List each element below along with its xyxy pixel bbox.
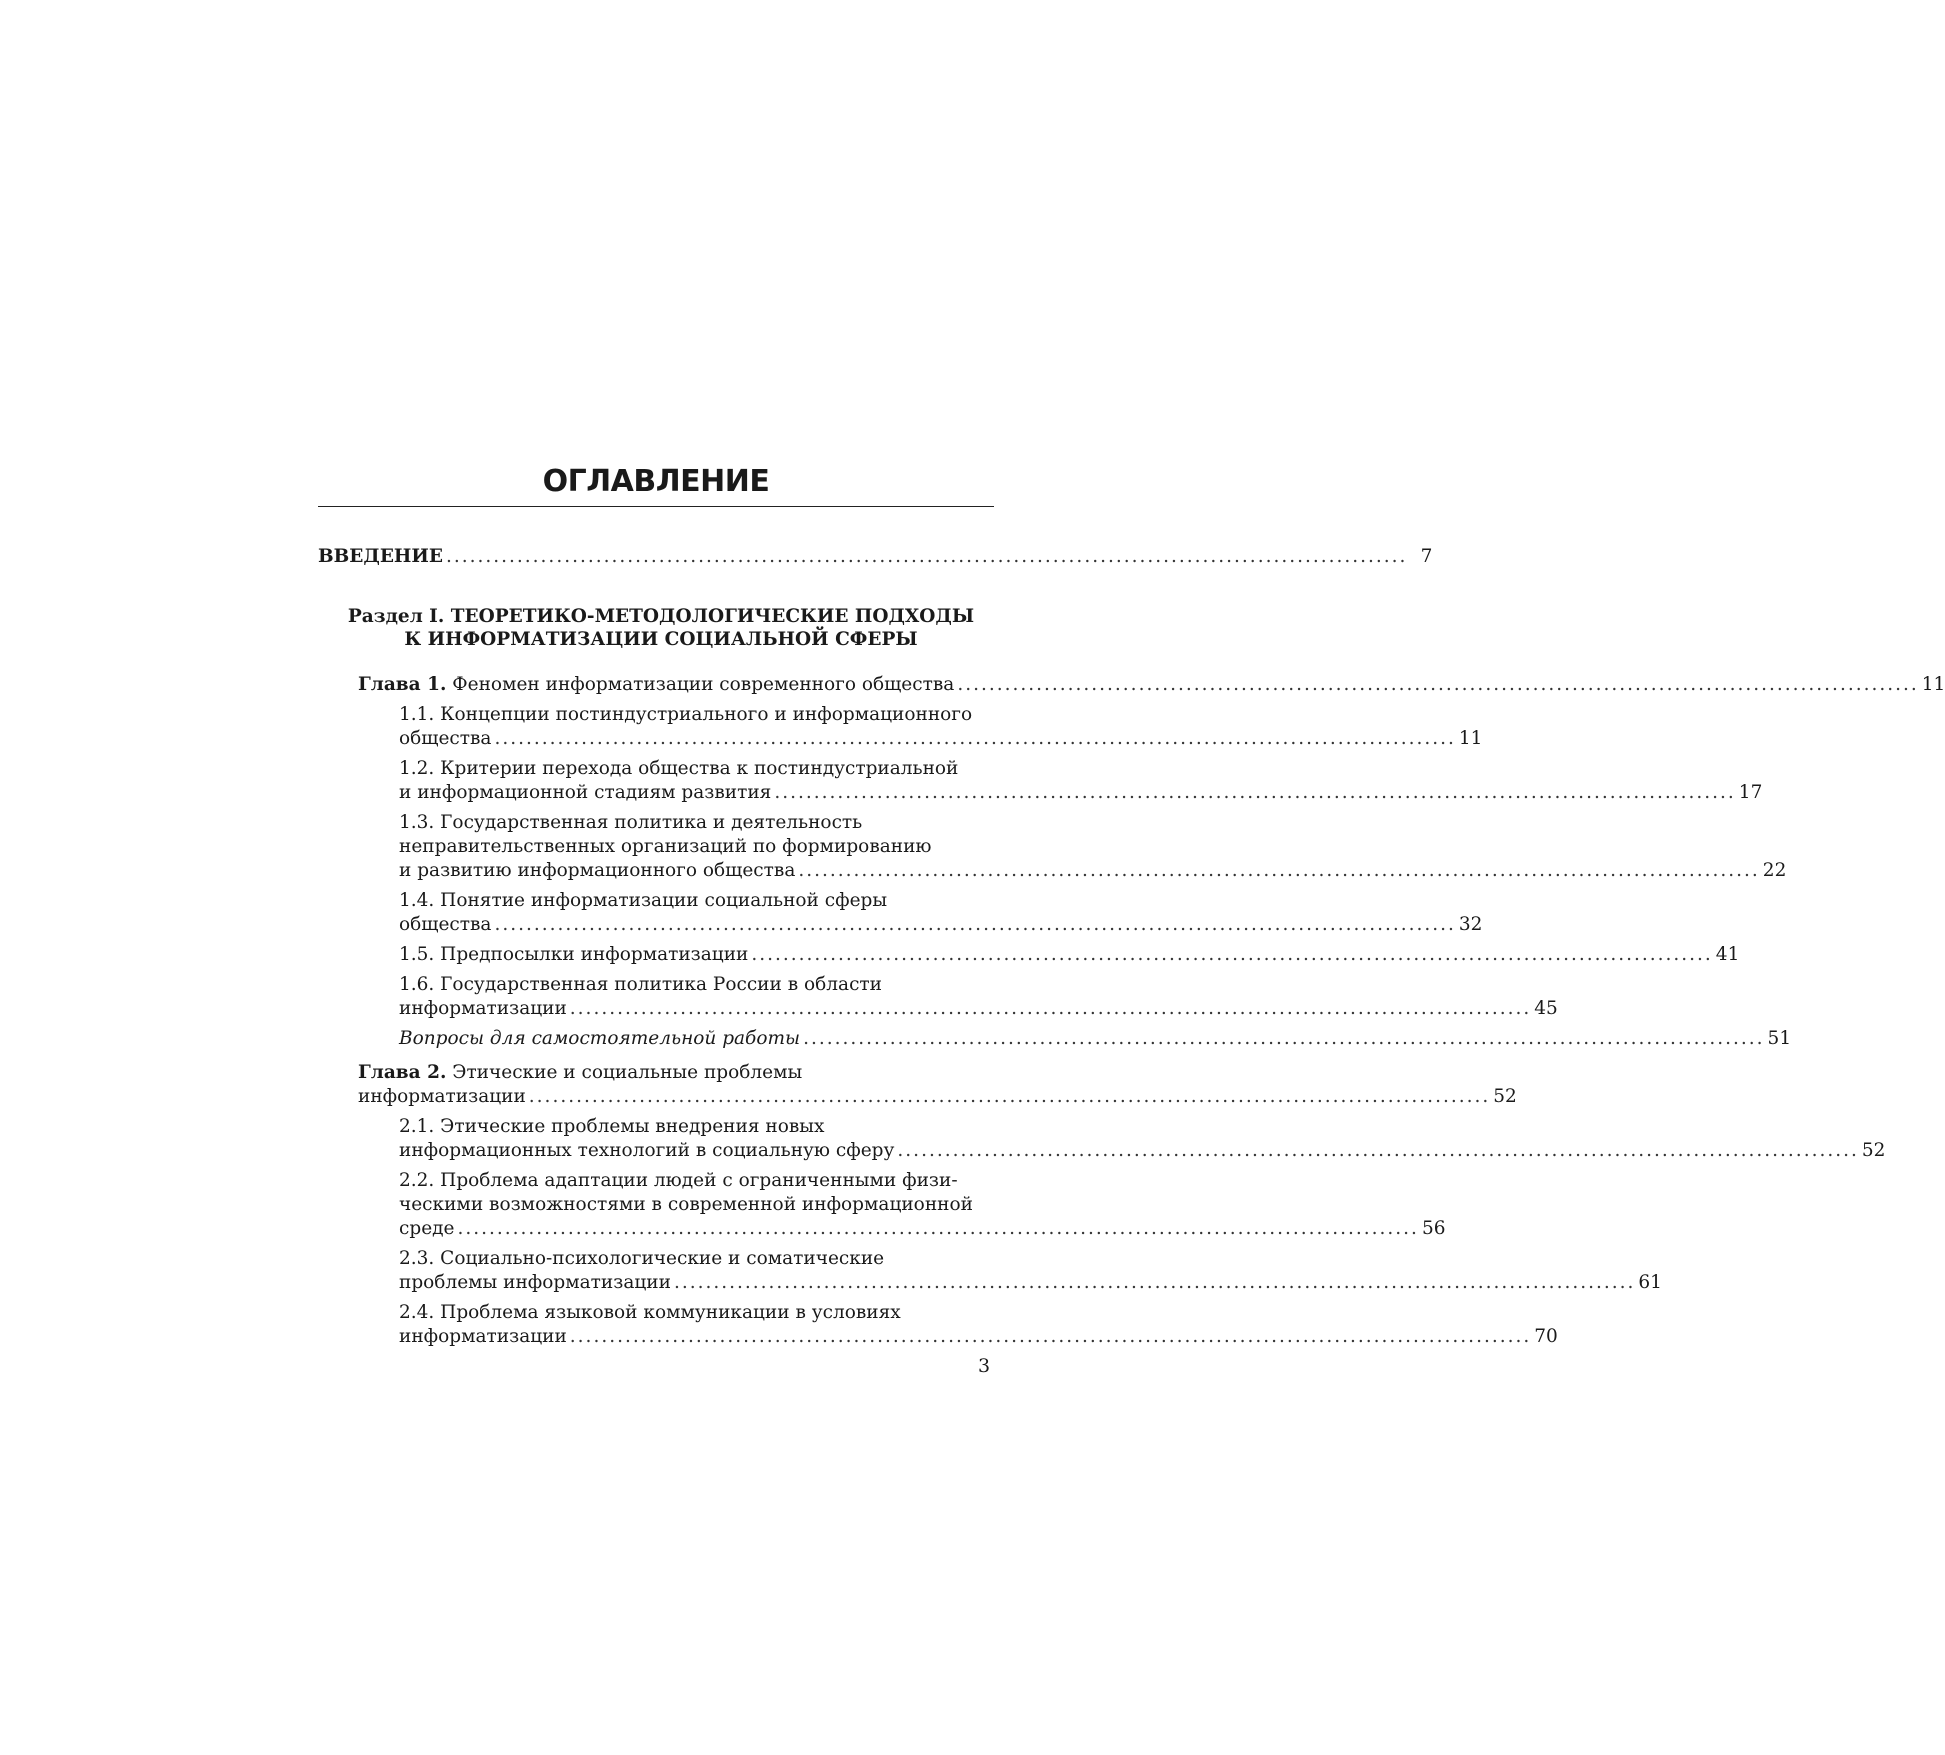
entry-line: 2.1. Этические проблемы внедрения новых <box>399 1116 825 1137</box>
leader-dots: .......................................................................................................................... <box>957 674 1919 695</box>
toc-entry[interactable] <box>318 973 1558 1021</box>
toc-entry[interactable] <box>318 757 1763 805</box>
entry-line: 2.3. Социально-психологические и соматические <box>399 1248 885 1269</box>
entry-line: проблемы информатизации <box>399 1272 671 1293</box>
leader-dots: .......................................................................................................................... <box>897 1140 1859 1161</box>
entry-line: информатизации <box>399 998 567 1019</box>
toc-entry-questions[interactable] <box>318 1027 1792 1051</box>
leader-dots: .......................................................................................................................... <box>751 944 1713 965</box>
entry-line: информационных технологий в социальную сферу <box>399 1140 895 1161</box>
entry-line: информатизации <box>358 1086 526 1107</box>
entry-line: общества <box>399 914 492 935</box>
chapter-title: Этические и социальные проблемы <box>452 1062 803 1083</box>
entry-page: 56 <box>1421 1218 1446 1239</box>
chapter-label: Глава 1. <box>358 674 447 695</box>
toc-entry[interactable] <box>318 811 1787 883</box>
leader-dots: .......................................................................................................................... <box>457 1218 1419 1239</box>
toc-entry[interactable] <box>318 1115 1886 1163</box>
entry-line: 1.2. Критерии перехода общества к постиндустриальной <box>399 758 959 779</box>
entry-page: 52 <box>1493 1086 1517 1107</box>
entry-label: ВВЕДЕНИЕ <box>318 546 443 567</box>
leader-dots: .......................................................................................................................... <box>445 546 1408 567</box>
leader-dots: .......................................................................................................................... <box>673 1272 1636 1293</box>
entry-page: 51 <box>1767 1028 1792 1049</box>
entry-line: среде <box>399 1218 455 1239</box>
leader-dots: .......................................................................................................................... <box>569 1326 1532 1347</box>
toc-entry[interactable] <box>318 1301 1558 1349</box>
leader-dots: .......................................................................................................................... <box>494 728 1456 749</box>
section-heading <box>318 605 994 651</box>
toc-entry[interactable] <box>318 703 1483 751</box>
leader-dots: .......................................................................................................................... <box>569 998 1532 1019</box>
toc-entry-chapter-2[interactable] <box>318 1061 1517 1109</box>
entry-line: общества <box>399 728 492 749</box>
entry-page: 22 <box>1762 860 1787 881</box>
toc-entry-introduction[interactable] <box>318 545 1433 569</box>
section-heading-line: К ИНФОРМАТИЗАЦИИ СОЦИАЛЬНОЙ СФЕРЫ <box>404 629 918 650</box>
leader-dots: .......................................................................................................................... <box>798 860 1760 881</box>
entry-page: 41 <box>1715 944 1740 965</box>
leader-dots: .......................................................................................................................... <box>494 914 1456 935</box>
entry-page: 11 <box>1458 728 1483 749</box>
entry-page: 61 <box>1638 1272 1662 1293</box>
toc-entry[interactable] <box>318 943 1740 967</box>
entry-page: 11 <box>1921 674 1945 695</box>
page-number: 3 <box>978 1355 991 1377</box>
entry-line: 1.5. Предпосылки информатизации <box>399 944 749 965</box>
chapter-label: Глава 2. <box>358 1062 447 1083</box>
entry-line: неправительственных организаций по формированию <box>399 836 932 857</box>
toc-entry[interactable] <box>318 1247 1662 1295</box>
toc-entry-chapter-1[interactable] <box>318 673 1945 697</box>
section-heading-line: Раздел I. ТЕОРЕТИКО-МЕТОДОЛОГИЧЕСКИЕ ПОДХОДЫ <box>347 606 975 627</box>
leader-dots: .......................................................................................................................... <box>528 1086 1491 1107</box>
entry-line: информатизации <box>399 1326 567 1347</box>
entry-line: 2.2. Проблема адаптации людей с ограниченными физи- <box>399 1170 958 1191</box>
entry-page: 45 <box>1534 998 1558 1019</box>
entry-line: 1.1. Концепции постиндустриального и информационного <box>399 704 973 725</box>
page-title: ОГЛАВЛЕНИЕ <box>318 470 994 507</box>
entry-line: 2.4. Проблема языковой коммуникации в условиях <box>399 1302 901 1323</box>
entry-page: 7 <box>1420 546 1433 567</box>
entry-line: 1.6. Государственная политика России в области <box>399 974 882 995</box>
entry-line: ческими возможностями в современной информационной <box>399 1194 973 1215</box>
entry-line: и развитию информационного общества <box>399 860 796 881</box>
entry-page: 17 <box>1738 782 1763 803</box>
leader-dots: .......................................................................................................................... <box>774 782 1736 803</box>
toc-entry[interactable] <box>318 1169 1446 1241</box>
toc-entry[interactable] <box>318 889 1483 937</box>
chapter-title: Феномен информатизации современного общества <box>452 674 955 695</box>
entry-line: 1.4. Понятие информатизации социальной сферы <box>399 890 888 911</box>
entry-line: Вопросы для самостоятельной работы <box>399 1028 801 1049</box>
leader-dots: .......................................................................................................................... <box>803 1028 1765 1049</box>
entry-page: 52 <box>1861 1140 1886 1161</box>
entry-line: 1.3. Государственная политика и деятельность <box>399 812 863 833</box>
table-of-contents <box>318 464 1945 1355</box>
entry-page: 70 <box>1534 1326 1558 1347</box>
entry-page: 32 <box>1458 914 1483 935</box>
entry-line: и информационной стадиям развития <box>399 782 772 803</box>
